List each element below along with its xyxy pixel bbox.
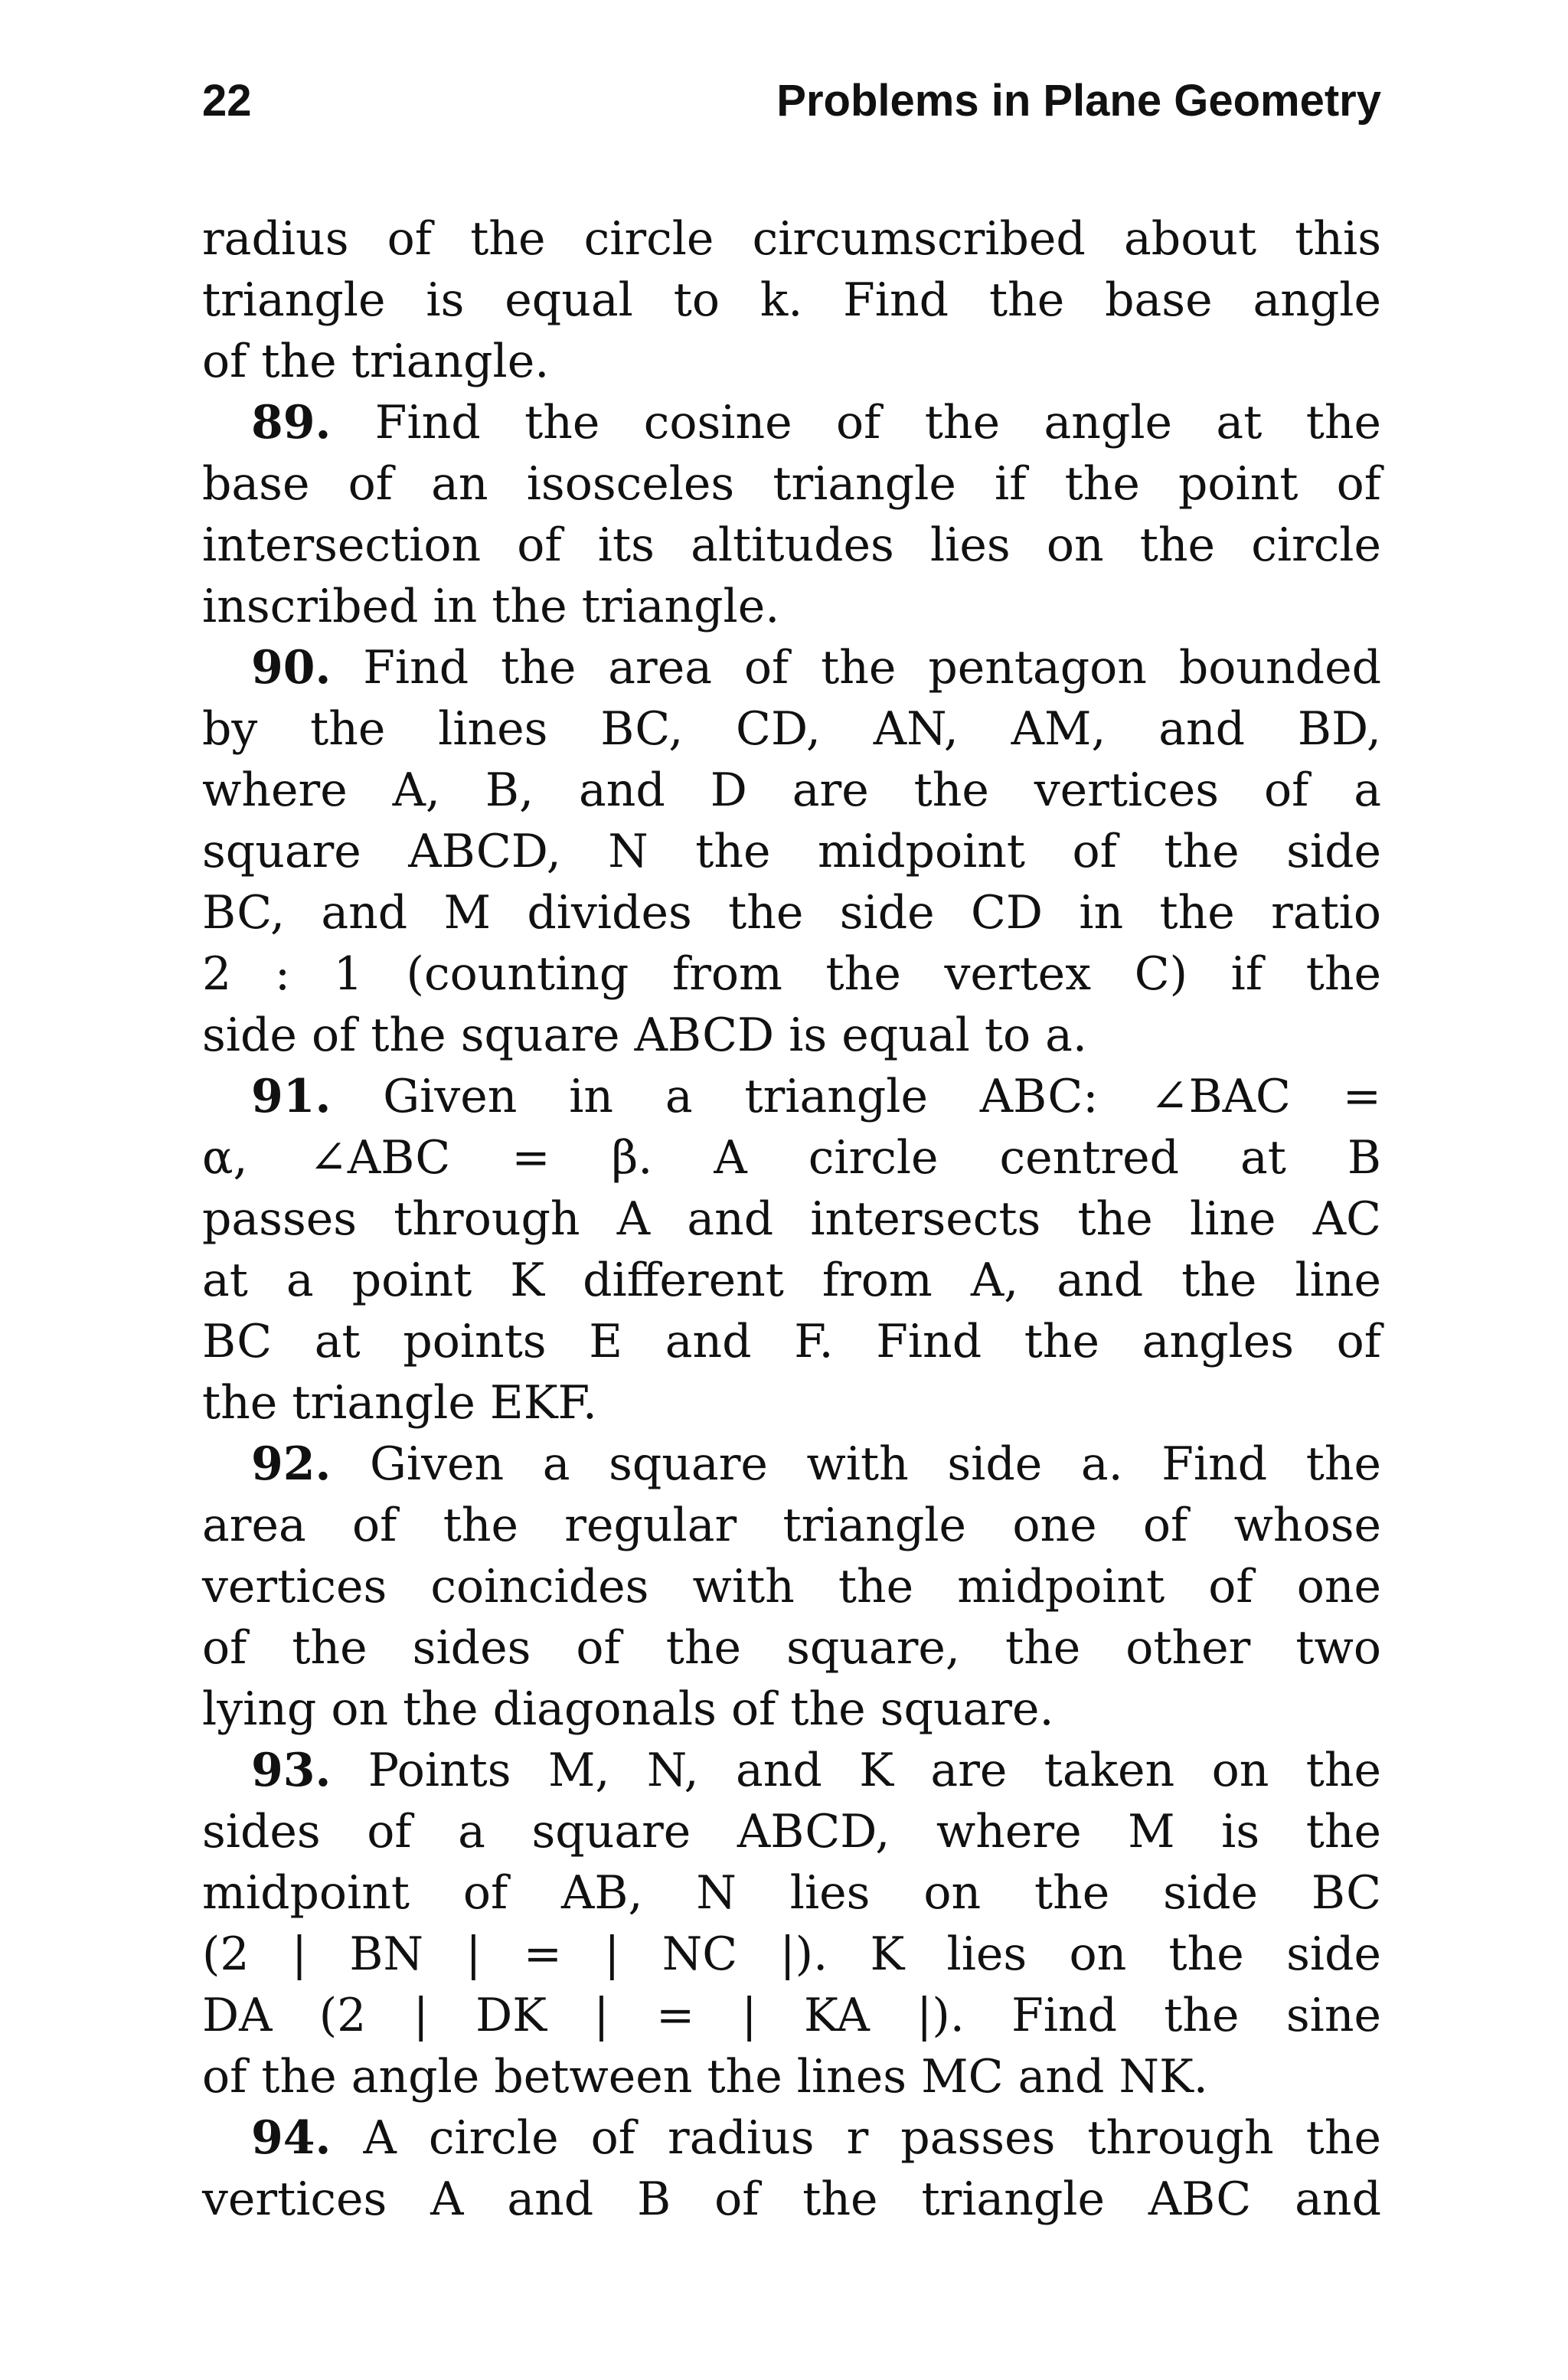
text-line: vertices A and B of the triangle ABC and [202,2172,1381,2226]
text-line: of the angle between the lines MC and NK. [202,2050,1208,2104]
text-line: 91. Given in a triangle ABC: ∠BAC = [251,1070,1381,1123]
text-line: intersection of its altitudes lies on the circle [202,518,1381,572]
running-title: Problems in Plane Geometry [776,76,1381,126]
problem-number: 89. [251,396,332,450]
text-line: lying on the diagonals of the square. [202,1682,1054,1736]
text-line: triangle is equal to k. Find the base angle [202,273,1381,327]
text-line: at a point K different from A, and the line [202,1254,1381,1307]
text-line: where A, B, and D are the vertices of a [202,763,1381,817]
text-line: 2 : 1 (counting from the vertex C) if the [202,947,1381,1001]
text-line: α, ∠ABC = β. A circle centred at B [202,1131,1381,1185]
text-line: vertices coincides with the midpoint of one [202,1560,1381,1613]
text-line: inscribed in the triangle. [202,580,780,633]
text-line: 92. Given a square with side a. Find the [251,1437,1381,1491]
problem-number: 93. [251,1744,332,1797]
text-line: area of the regular triangle one of whose [202,1499,1381,1552]
text-line: the triangle EKF. [202,1376,597,1430]
text-line: by the lines BC, CD, AN, AM, and BD, [202,702,1381,756]
problem-number: 92. [251,1437,332,1491]
text-line: 94. A circle of radius r passes through the [251,2111,1381,2165]
text-line: (2 | BN | = | NC |). K lies on the side [202,1927,1381,1981]
problem-number: 91. [251,1070,332,1123]
page-header [202,74,1381,129]
text-line: base of an isosceles triangle if the point of [202,457,1381,511]
page-number: 22 [202,76,252,126]
text-line: BC, and M divides the side CD in the ratio [202,886,1381,940]
text-line: square ABCD, N the midpoint of the side [202,825,1381,878]
problem-number: 94. [251,2111,332,2165]
text-line: 93. Points M, N, and K are taken on the [251,1744,1381,1797]
text-line: 90. Find the area of the pentagon bounded [251,641,1381,695]
text-line: of the triangle. [202,335,550,388]
text-line: of the sides of the square, the other two [202,1621,1381,1675]
text-line: BC at points E and F. Find the angles of [202,1315,1381,1368]
text-line: sides of a square ABCD, where M is the [202,1805,1381,1859]
text-line: side of the square ABCD is equal to a. [202,1009,1087,1062]
text-line: DA (2 | DK | = | KA |). Find the sine [202,1989,1381,2042]
problem-number: 90. [251,641,332,695]
text-line: midpoint of AB, N lies on the side BC [202,1866,1381,1920]
text-line: radius of the circle circumscribed about this [202,212,1381,266]
text-line: 89. Find the cosine of the angle at the [251,396,1381,450]
text-line: passes through A and intersects the line AC [202,1192,1381,1246]
